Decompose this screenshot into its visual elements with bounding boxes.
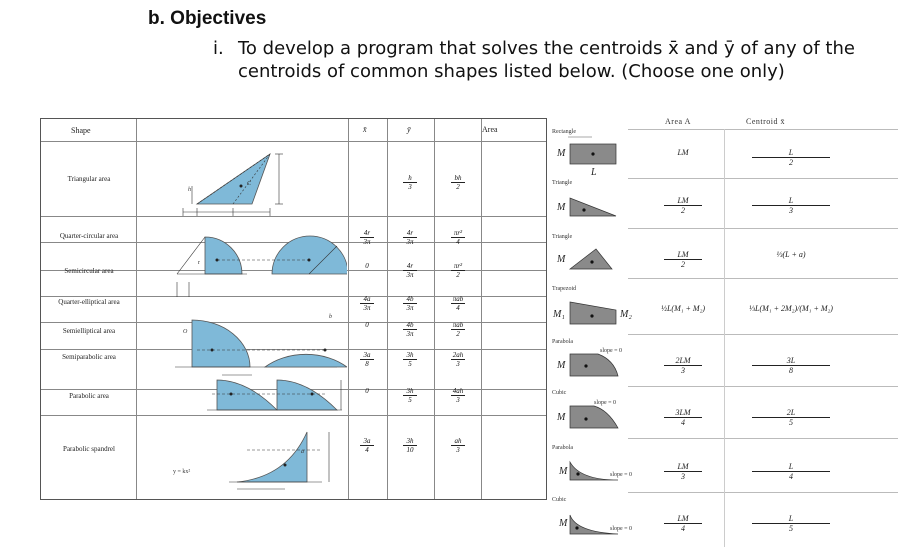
shape-name-parabolic-spandrel: Parabolic spandrel	[63, 445, 115, 453]
label-spandrel-eq: y = kx²	[173, 469, 191, 475]
label-m-7: M	[559, 518, 568, 529]
semi-ellipse-diagram	[265, 349, 347, 368]
rt-name-6: Parabola	[552, 445, 573, 451]
rt-name-2: Triangle	[552, 234, 573, 240]
objective-number: i.	[213, 38, 224, 59]
rt-area-2: LM 2	[658, 250, 708, 269]
rt-name-3: Trapezoid	[552, 286, 577, 292]
label-h: h	[188, 187, 191, 193]
rt-name-7: Cubic	[552, 497, 567, 503]
cell-ybar-7: 3h 10	[397, 437, 423, 454]
cell-area-2: πr² 2	[445, 262, 471, 279]
label-m-4: M	[557, 360, 566, 371]
cell-ybar-5: 3h 5	[397, 351, 423, 368]
parabolic-spandrel-diagram	[229, 432, 329, 489]
cell-xbar-5: 3a 8	[354, 351, 380, 368]
header-area-a: Area A	[665, 117, 691, 126]
cell-area-1: πr² 4	[445, 229, 471, 246]
cell-ybar-3: 4b 3π	[397, 295, 423, 312]
label-o: O	[183, 329, 188, 335]
rt-centroid-7: L 5	[746, 514, 836, 533]
cell-xbar-7: 3a 4	[354, 437, 380, 454]
label-slope-7: slope = 0	[610, 526, 633, 532]
label-m-1: M	[557, 202, 566, 213]
cell-xbar-6: 0	[365, 387, 369, 395]
rt-name-1: Triangle	[552, 180, 573, 186]
cell-area-0: bh 2	[445, 174, 471, 191]
rt-centroid-6: L 4	[746, 462, 836, 481]
shape-name-parabolic: Parabolic area	[69, 392, 109, 400]
rt-area-1: LM 2	[658, 196, 708, 215]
rt-centroid-2: ⅓(L + a)	[776, 250, 806, 259]
cell-ybar-0: h 3	[397, 174, 423, 191]
quarter-circle-diagram	[177, 237, 247, 297]
cell-area-6: 4ah 3	[452, 387, 464, 404]
objective-text: To develop a program that solves the centroids x̄ and ȳ of any of the centroids of common shapes listed below. (Choose one only)	[238, 38, 855, 82]
header-shape: Shape	[71, 126, 91, 135]
label-slope-5: slope = 0	[594, 400, 617, 406]
cell-area-7: ah 3	[445, 437, 471, 454]
label-r: r	[198, 260, 200, 266]
header-ybar: ȳ	[407, 125, 411, 134]
label-m-6: M	[559, 466, 568, 477]
cell-xbar-2: 0	[365, 262, 369, 270]
rt-area-0: LM	[677, 148, 689, 157]
label-a: a	[301, 449, 304, 455]
rt-area-4: 2LM 3	[658, 356, 708, 375]
cell-ybar-2: 4r 3π	[397, 262, 423, 279]
rt-area-6: LM 3	[658, 462, 708, 481]
label-m1: M₁	[553, 309, 565, 320]
shape-name-triangular: Triangular area	[67, 175, 111, 183]
parabolic-diagram	[207, 375, 342, 410]
label-slope-4: slope = 0	[600, 348, 623, 354]
rt-name-5: Cubic	[552, 390, 567, 396]
centroid-table-right	[548, 112, 900, 550]
label-m-2: M	[557, 254, 566, 265]
rt-centroid-1: L 3	[746, 196, 836, 215]
cell-ybar-1: 4r 3π	[397, 229, 423, 246]
cell-area-4: πab 2	[452, 321, 464, 338]
header-centroid: Centroid x̄	[746, 117, 785, 126]
shape-name-semiparabolic: Semiparabolic area	[62, 353, 116, 361]
cell-ybar-6: 3h 5	[397, 387, 423, 404]
cell-ybar-4: 4b 3π	[397, 321, 423, 338]
shape-name-semielliptical: Semielliptical area	[62, 327, 116, 335]
label-m-0: M	[557, 148, 566, 159]
header-area: Area	[482, 125, 498, 134]
shape-name-quarter-elliptical: Quarter-elliptical area	[58, 298, 120, 306]
shape-name-semicircular: Semicircular area	[64, 267, 114, 275]
triangle-diagram	[183, 154, 283, 216]
rt-centroid-4: 3L 8	[746, 356, 836, 375]
rt-area-7: LM 4	[658, 514, 708, 533]
label-slope-6: slope = 0	[610, 472, 633, 478]
rt-centroid-3: ⅓L(M₁ + 2M₂)/(M₁ + M₂)	[749, 304, 833, 313]
label-l-0: L	[591, 167, 597, 178]
cell-xbar-1: 4r 3π	[354, 229, 380, 246]
area-diagrams	[548, 112, 628, 550]
label-c-triangle: C	[247, 181, 252, 187]
rt-area-3: ½L(M₁ + M₂)	[660, 304, 706, 313]
cell-area-3: πab 4	[452, 295, 464, 312]
shape-diagrams	[137, 142, 347, 498]
header-xbar: x̄	[363, 125, 367, 134]
rt-centroid-5: 2L 5	[746, 408, 836, 427]
cell-area-5: 2ah 3	[452, 351, 464, 368]
label-b: b	[329, 314, 332, 320]
centroid-table-left	[40, 118, 547, 500]
rt-centroid-0: L 2	[746, 148, 836, 167]
rt-name-0: Rectangle	[552, 129, 576, 135]
shape-name-quarter-circular: Quarter-circular area	[59, 232, 119, 240]
cell-xbar-3: 4a 3π	[354, 295, 380, 312]
cell-xbar-4: 0	[365, 321, 369, 329]
label-m2: M₂	[620, 309, 632, 320]
label-m-5: M	[557, 412, 566, 423]
rt-area-5: 3LM 4	[658, 408, 708, 427]
rt-name-4: Parabola	[552, 339, 573, 345]
section-heading: b. Objectives	[148, 8, 267, 29]
